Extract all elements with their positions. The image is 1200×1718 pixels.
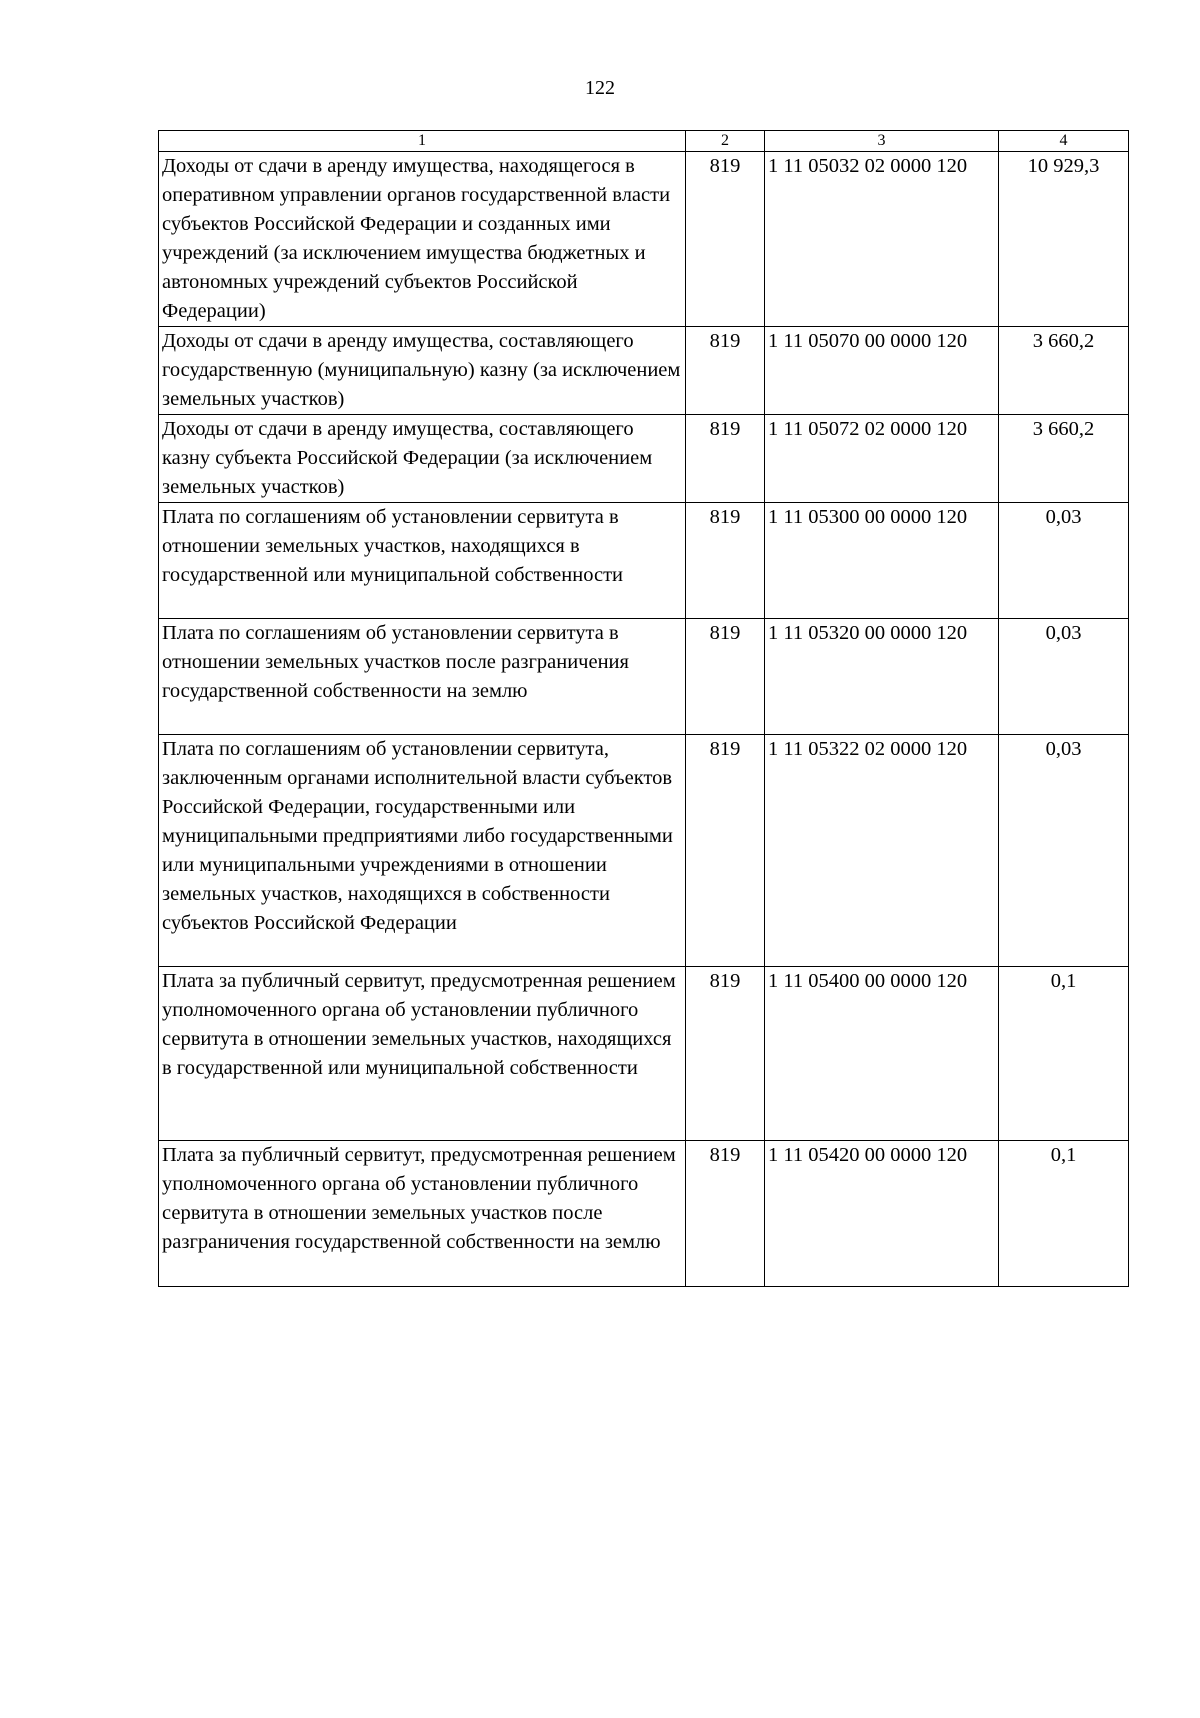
amount: 0,03 [999, 619, 1129, 735]
table-row [159, 619, 1129, 735]
header-col-1: 1 [159, 131, 686, 152]
amount: 3 660,2 [999, 327, 1129, 415]
amount: 0,1 [999, 1141, 1129, 1287]
revenue-table [158, 130, 1129, 1287]
admin-code: 819 [686, 1141, 765, 1287]
revenue-name: Доходы от сдачи в аренду имущества, находящегося в оперативном управлении органов государственной власти субъектов Российской Федерации и созданных ими учреждений (за исключением имущества бюджетных и автономных учреждений субъектов Российской Федерации) [159, 152, 686, 327]
revenue-name: Плата за публичный сервитут, предусмотренная решением уполномоченного органа об установлении публичного сервитута в отношении земельных участков, находящихся в государственной или муниципальной собственности [159, 967, 686, 1141]
page-number: 122 [585, 77, 615, 99]
table-row [159, 1141, 1129, 1287]
budget-classification-code: 1 11 05070 00 0000 120 [765, 327, 999, 415]
admin-code: 819 [686, 327, 765, 415]
revenue-name: Доходы от сдачи в аренду имущества, составляющего казну субъекта Российской Федерации (за исключением земельных участков) [159, 415, 686, 503]
admin-code: 819 [686, 735, 765, 967]
admin-code: 819 [686, 619, 765, 735]
table-row [159, 327, 1129, 415]
amount: 3 660,2 [999, 415, 1129, 503]
budget-classification-code: 1 11 05072 02 0000 120 [765, 415, 999, 503]
revenue-name: Плата по соглашениям об установлении сервитута, заключенным органами исполнительной власти субъектов Российской Федерации, государственными или муниципальными предприятиями либо государственными или муниципальными учреждениями в отношении земельных участков, находящихся в собственности субъектов Российской Федерации [159, 735, 686, 967]
amount: 0,1 [999, 967, 1129, 1141]
table-row [159, 503, 1129, 619]
revenue-name: Плата по соглашениям об установлении сервитута в отношении земельных участков после разграничения государственной собственности на землю [159, 619, 686, 735]
admin-code: 819 [686, 152, 765, 327]
revenue-name: Плата за публичный сервитут, предусмотренная решением уполномоченного органа об установлении публичного сервитута в отношении земельных участков после разграничения государственной собственности на землю [159, 1141, 686, 1287]
table-row [159, 415, 1129, 503]
table-row [159, 735, 1129, 967]
revenue-name: Доходы от сдачи в аренду имущества, составляющего государственную (муниципальную) казну (за исключением земельных участков) [159, 327, 686, 415]
table-row [159, 967, 1129, 1141]
amount: 0,03 [999, 735, 1129, 967]
header-col-4: 4 [999, 131, 1129, 152]
header-col-3: 3 [765, 131, 999, 152]
budget-classification-code: 1 11 05032 02 0000 120 [765, 152, 999, 327]
revenue-name: Плата по соглашениям об установлении сервитута в отношении земельных участков, находящихся в государственной или муниципальной собственности [159, 503, 686, 619]
amount: 10 929,3 [999, 152, 1129, 327]
admin-code: 819 [686, 415, 765, 503]
budget-classification-code: 1 11 05400 00 0000 120 [765, 967, 999, 1141]
header-col-2: 2 [686, 131, 765, 152]
budget-classification-code: 1 11 05300 00 0000 120 [765, 503, 999, 619]
amount: 0,03 [999, 503, 1129, 619]
table-header-row [159, 131, 1129, 152]
table-row [159, 152, 1129, 327]
admin-code: 819 [686, 503, 765, 619]
budget-classification-code: 1 11 05320 00 0000 120 [765, 619, 999, 735]
budget-classification-code: 1 11 05322 02 0000 120 [765, 735, 999, 967]
budget-classification-code: 1 11 05420 00 0000 120 [765, 1141, 999, 1287]
admin-code: 819 [686, 967, 765, 1141]
